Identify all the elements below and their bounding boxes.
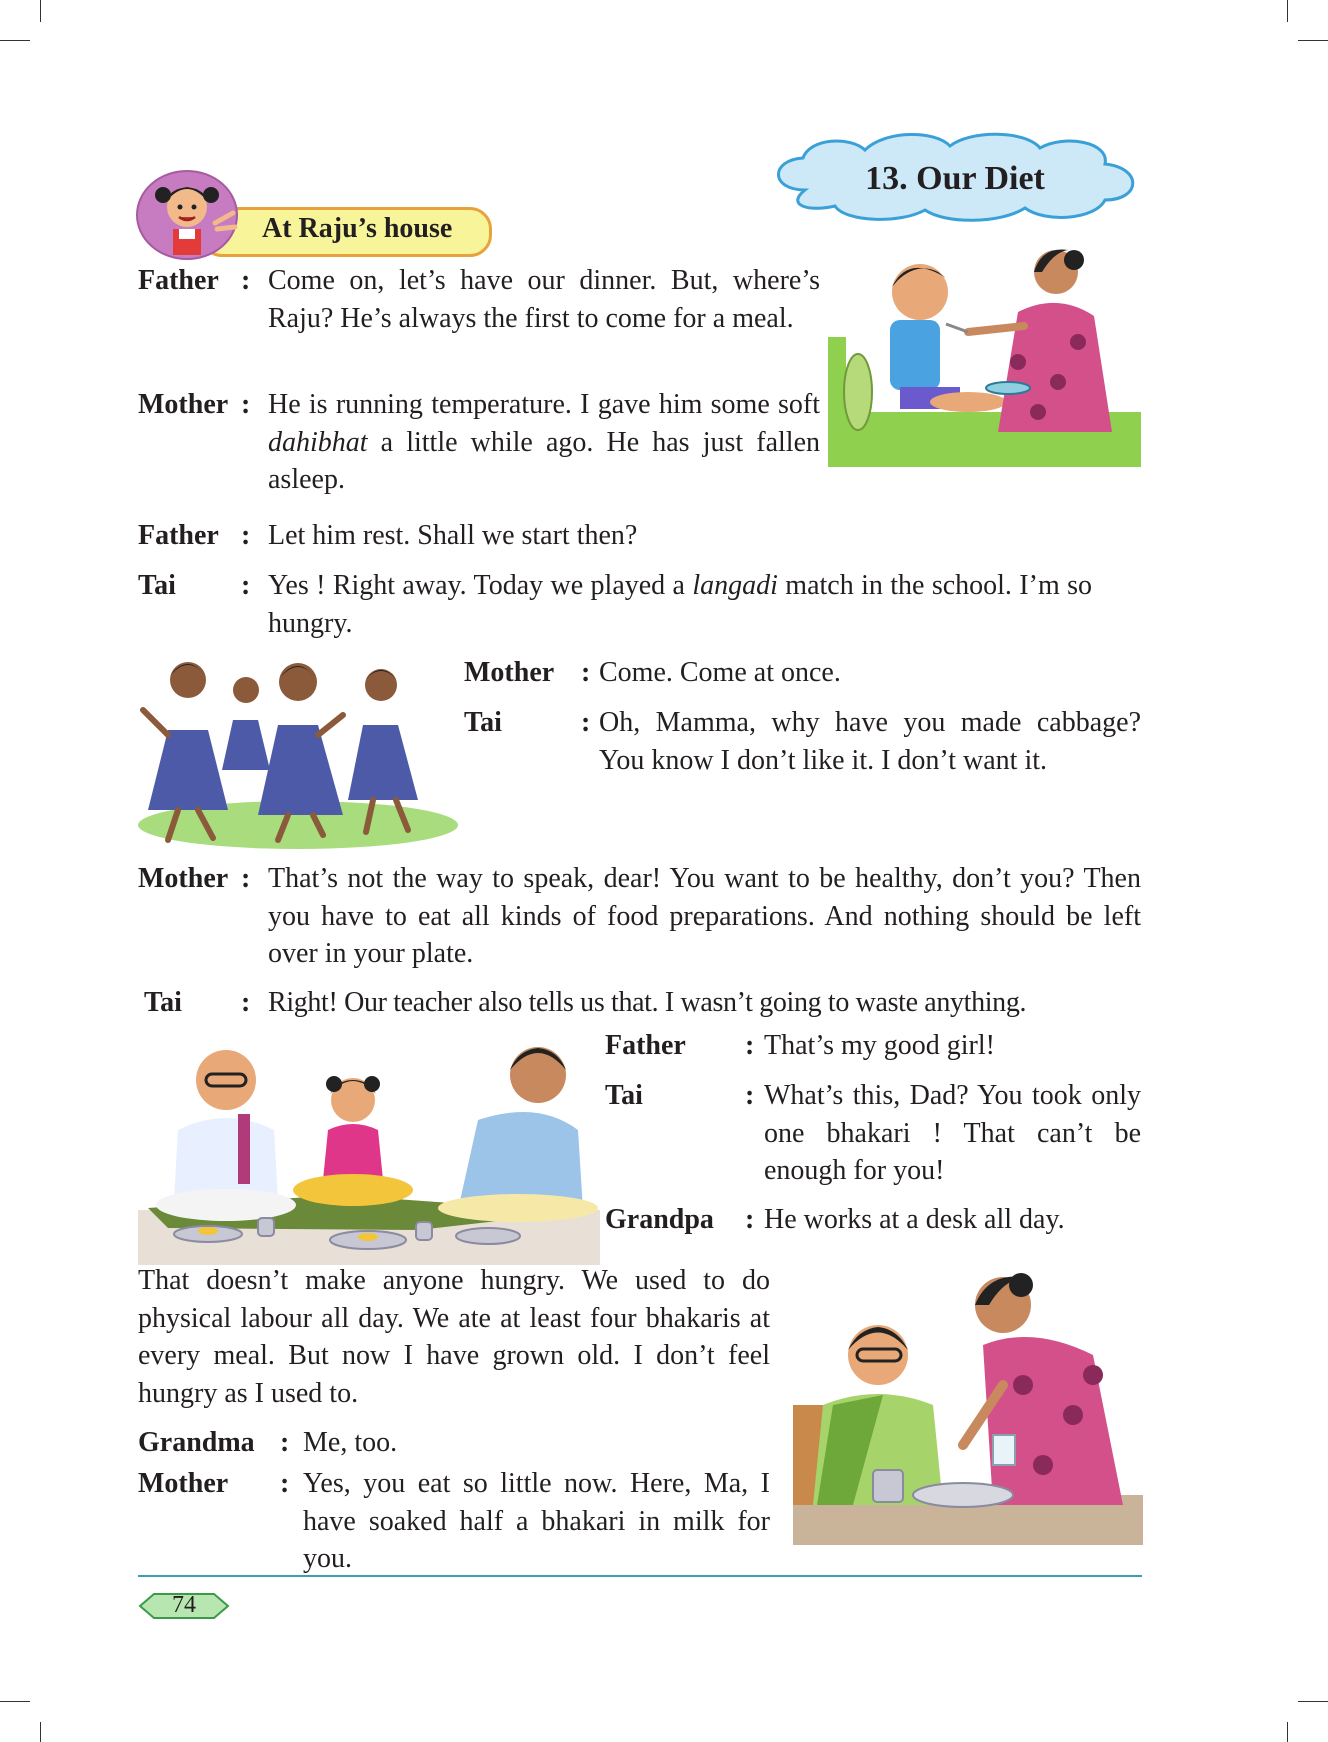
dialogue-text: Yes ! Right away. Today we played a xyxy=(268,570,693,601)
chapter-title-cloud xyxy=(765,128,1145,228)
chapter-title: 13. Our Diet xyxy=(865,160,1045,197)
speaker-colon: : xyxy=(241,863,251,894)
dialogue-continuation: That doesn’t make anyone hungry. We used to do physical labour all day. We ate at least four bhakaris at every meal. But now I have grown old. I don’t feel hungry as I used to. xyxy=(138,1265,770,1409)
speaker-colon: : xyxy=(241,389,251,420)
dialogue-line: That’s my good girl! xyxy=(764,1030,995,1061)
dialogue-text: match in the school. I’m so hungry. xyxy=(268,570,1093,639)
italic-term: langadi xyxy=(692,570,778,601)
speaker-name: Father xyxy=(138,265,219,296)
dialogue-line xyxy=(268,567,1092,642)
speaker-colon: : xyxy=(745,1030,755,1061)
italic-term: dahibhat xyxy=(268,426,368,458)
dialogue-text: He is running temperature. I gave him some soft xyxy=(268,389,820,420)
speaker-colon: : xyxy=(745,1080,755,1111)
dialogue-line: Oh, Mamma, why have you made cabbage? You know I don’t like it. I don’t want it. xyxy=(599,707,1141,776)
mother-feeding-boy-illustration xyxy=(828,232,1141,467)
girls-playing-illustration xyxy=(138,640,460,850)
dialogue-line: Come on, let’s have our dinner. But, where’s Raju? He’s always the first to come for a meal. xyxy=(268,265,820,334)
speaker-colon: : xyxy=(241,987,251,1018)
speaker-name: Mother xyxy=(464,657,555,688)
speaker-colon: : xyxy=(241,570,251,601)
speaker-name: Mother xyxy=(138,1468,229,1499)
speaker-name: Tai xyxy=(144,987,182,1018)
dialogue-line: Me, too. xyxy=(303,1427,398,1458)
speaker-colon: : xyxy=(280,1427,290,1458)
girl-avatar xyxy=(135,165,245,261)
speaker-colon: : xyxy=(241,520,251,551)
dialogue-line: Right! Our teacher also tells us that. I wasn’t going to waste anything. xyxy=(268,987,1027,1018)
speaker-colon: : xyxy=(280,1468,290,1499)
crop-mark xyxy=(0,1701,30,1702)
dialogue-line: He works at a desk all day. xyxy=(764,1204,1065,1235)
page-number-tab xyxy=(138,1590,230,1622)
speaker-name: Tai xyxy=(464,707,502,738)
crop-mark xyxy=(1298,1701,1328,1702)
dialogue-line: What’s this, Dad? You took only one bhakari ! That can’t be enough for you! xyxy=(764,1080,1141,1186)
speaker-colon: : xyxy=(581,707,591,738)
dialogue-line xyxy=(268,386,820,499)
crop-mark xyxy=(40,0,41,22)
dialogue-line: Let him rest. Shall we start then? xyxy=(268,520,638,551)
speaker-colon: : xyxy=(241,265,251,296)
speaker-name: Tai xyxy=(605,1080,643,1111)
dialogue-line: That’s not the way to speak, dear! You want to be healthy, don’t you? Then you have to eat all kinds of food preparations. And nothing should be left over in your plate. xyxy=(268,863,1141,969)
speaker-name: Father xyxy=(138,520,219,551)
speaker-name: Grandpa xyxy=(605,1204,714,1235)
speaker-colon: : xyxy=(581,657,591,688)
crop-mark xyxy=(1287,1722,1288,1742)
speaker-colon: : xyxy=(745,1204,755,1235)
speaker-name: Mother xyxy=(138,863,229,894)
dialogue-line: Yes, you eat so little now. Here, Ma, I have soaked half a bhakari in milk for you. xyxy=(303,1468,770,1574)
dialogue-line: Come. Come at once. xyxy=(599,657,841,688)
speaker-name: Tai xyxy=(138,570,176,601)
page-number: 74 xyxy=(172,1592,196,1618)
section-label: At Raju’s house xyxy=(262,213,453,244)
footer-rule xyxy=(138,1575,1142,1577)
family-meal-illustration xyxy=(138,1030,600,1265)
crop-mark xyxy=(1287,0,1288,22)
dialogue-text: a little while ago. He has just fallen asleep. xyxy=(268,426,820,495)
speaker-name: Mother xyxy=(138,389,229,420)
crop-mark xyxy=(0,40,30,41)
speaker-name: Grandma xyxy=(138,1427,255,1458)
speaker-name: Father xyxy=(605,1030,686,1061)
crop-mark xyxy=(1298,40,1328,41)
mother-serving-grandma-illustration xyxy=(793,1255,1143,1545)
crop-mark xyxy=(40,1722,41,1742)
